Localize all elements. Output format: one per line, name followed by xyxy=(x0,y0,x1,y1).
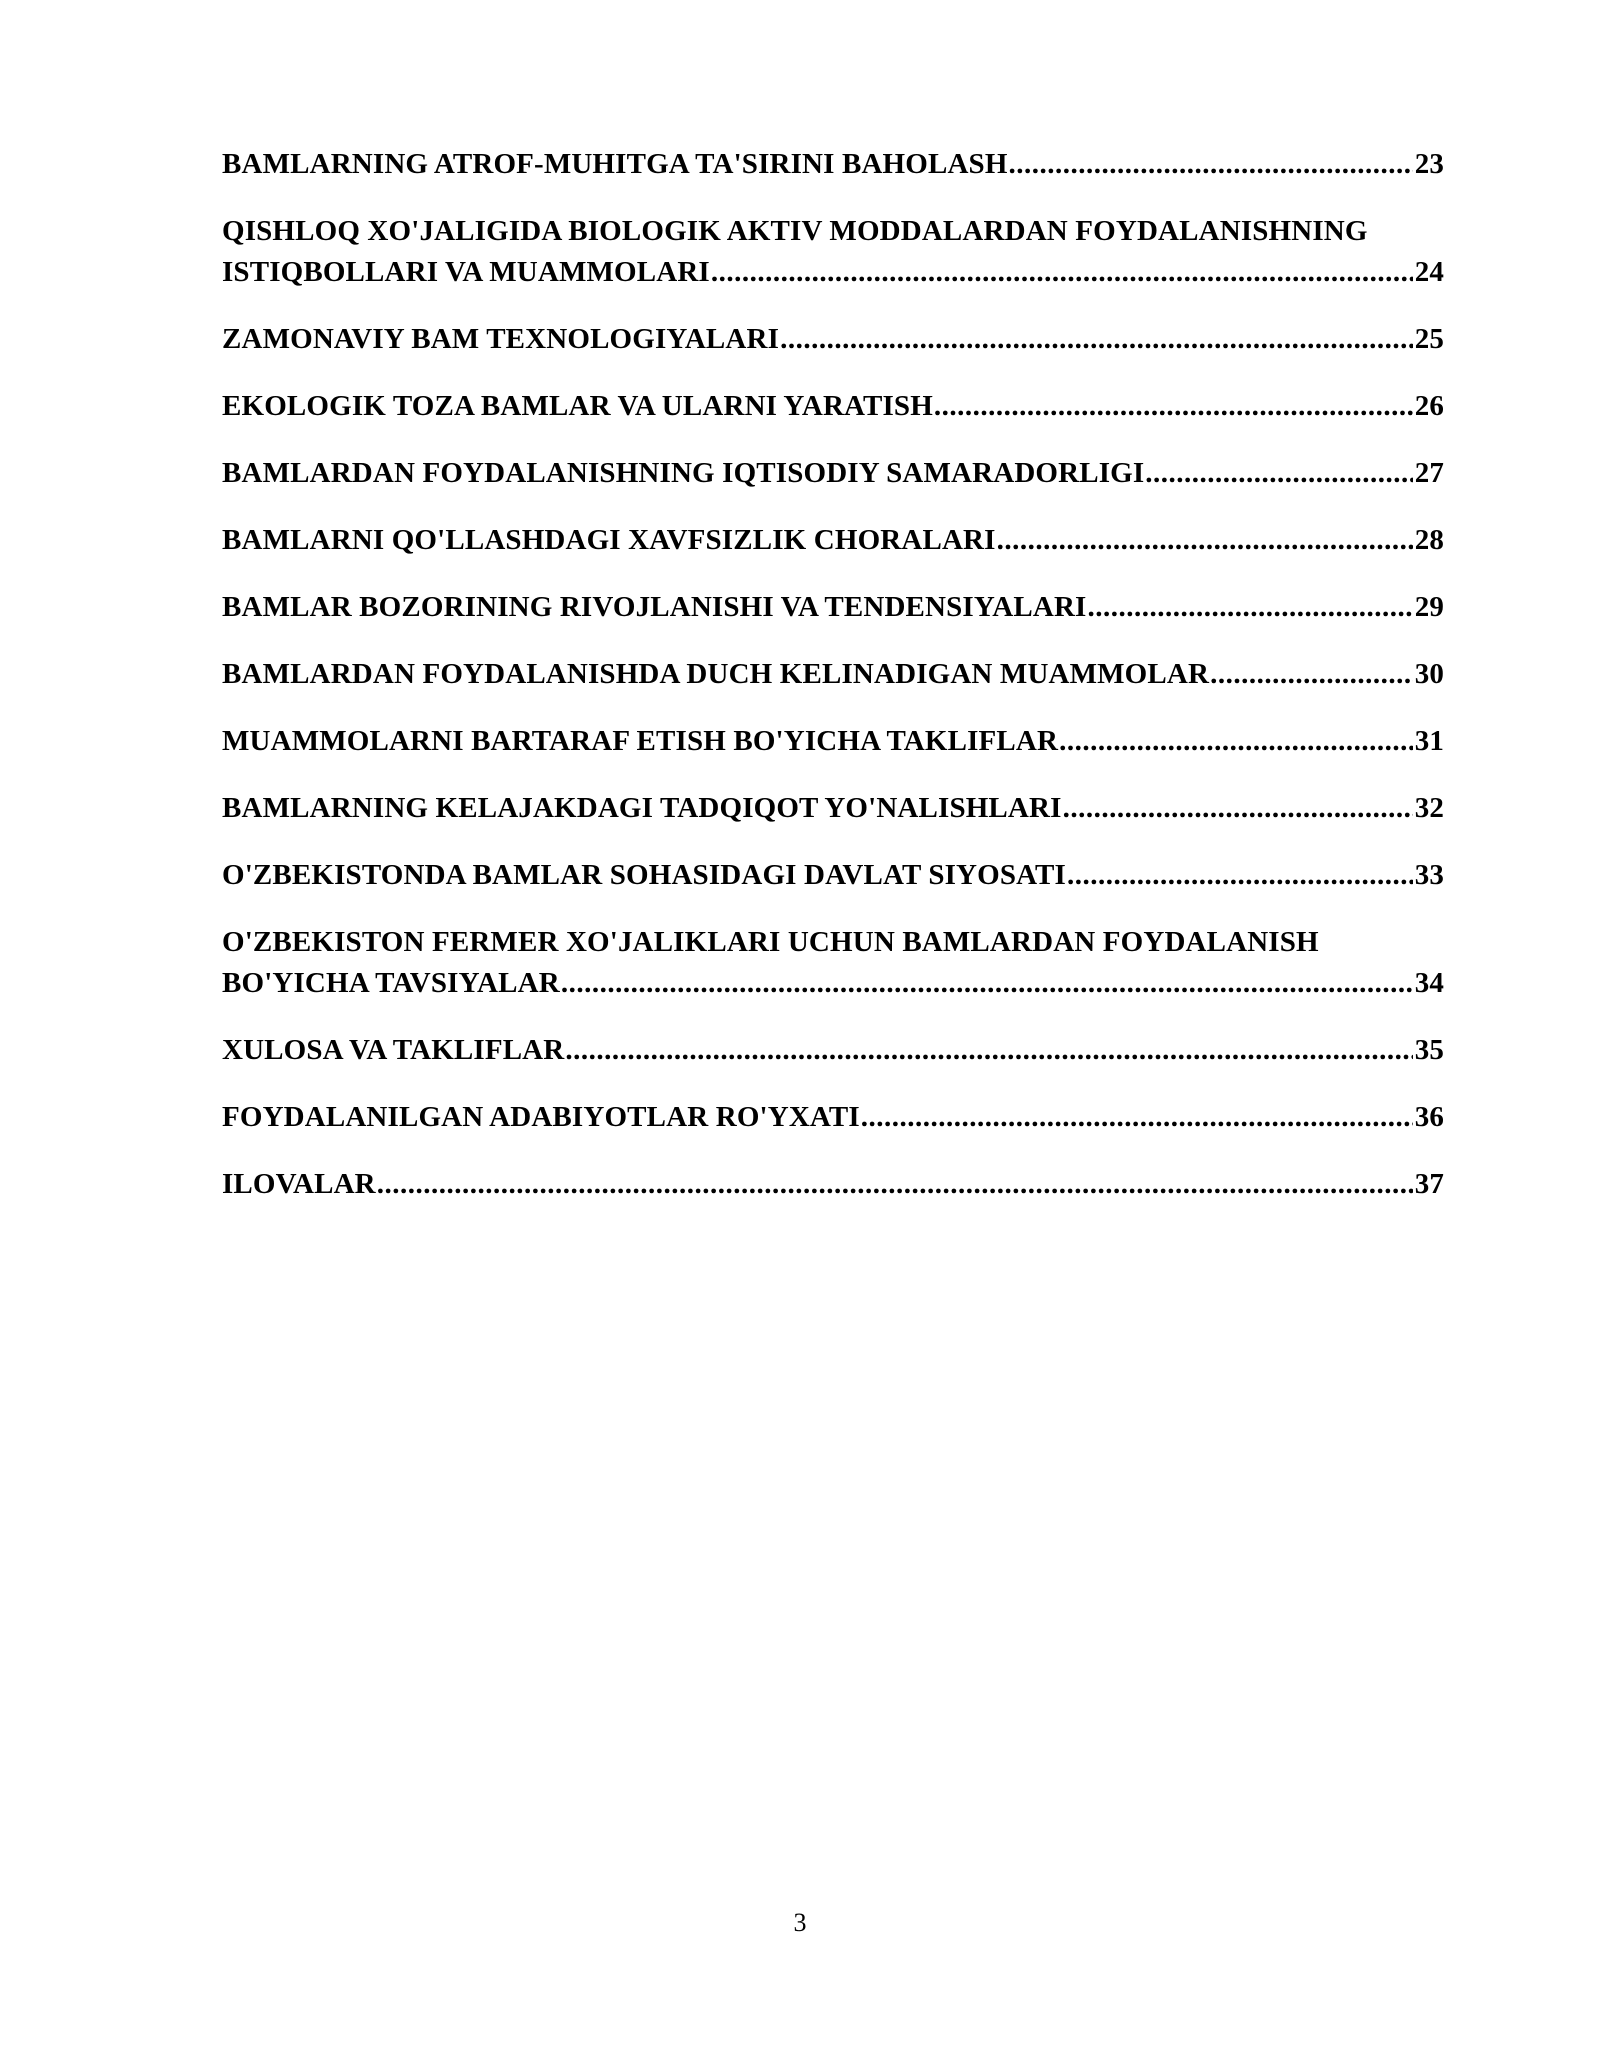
dot-leader xyxy=(1087,587,1412,628)
toc-entry-line xyxy=(222,319,1444,360)
toc-entry-line xyxy=(222,587,1444,628)
toc-entry-title: BAMLARNING KELAJAKDAGI TADQIQOT YO'NALISHLARI xyxy=(222,792,1062,824)
toc-entry[interactable] xyxy=(222,1164,1444,1205)
toc-entry-title: BAMLAR BOZORINING RIVOJLANISHI VA TENDENSIYALARI xyxy=(222,591,1087,623)
toc-entry[interactable] xyxy=(222,788,1444,829)
toc-entry-page-number: 37 xyxy=(1414,1168,1444,1200)
toc-entry[interactable] xyxy=(222,319,1444,360)
toc-entry-page-number: 34 xyxy=(1414,967,1444,999)
toc-entry-title: O'ZBEKISTON FERMER XO'JALIKLARI UCHUN BAMLARDAN FOYDALANISH xyxy=(222,926,1319,958)
toc-entry-title: BAMLARNING ATROF-MUHITGA TA'SIRINI BAHOLASH xyxy=(222,148,1008,180)
toc-entry-page-number: 32 xyxy=(1414,792,1444,824)
toc-entry-title: FOYDALANILGAN ADABIYOTLAR RO'YXATI xyxy=(222,1101,860,1133)
toc-entry-page-number: 28 xyxy=(1414,524,1444,556)
toc-entry-line xyxy=(222,721,1444,762)
toc-entry-page-number: 33 xyxy=(1414,859,1444,891)
toc-entry[interactable] xyxy=(222,587,1444,628)
toc-entry-title: ZAMONAVIY BAM TEXNOLOGIYALARI xyxy=(222,323,780,355)
toc-entry[interactable] xyxy=(222,654,1444,695)
toc-entry-title: BAMLARDAN FOYDALANISHNING IQTISODIY SAMARADORLIGI xyxy=(222,457,1145,489)
toc-entry-page-number: 27 xyxy=(1414,457,1444,489)
dot-leader xyxy=(561,963,1413,1004)
toc-entry-title: O'ZBEKISTONDA BAMLAR SOHASIDAGI DAVLAT SIYOSATI xyxy=(222,859,1066,891)
toc-entry-line xyxy=(222,1030,1444,1071)
toc-entry-title: QISHLOQ XO'JALIGIDA BIOLOGIK AKTIV MODDALARDAN FOYDALANISHNING xyxy=(222,215,1368,247)
toc-entry[interactable] xyxy=(222,855,1444,896)
page-number: 3 xyxy=(793,1908,807,1937)
dot-leader xyxy=(1009,144,1413,185)
toc-entry-page-number: 30 xyxy=(1414,658,1444,690)
toc-entry-page-number: 25 xyxy=(1414,323,1444,355)
toc-entry-title: ILOVALAR xyxy=(222,1168,376,1200)
toc-entry[interactable] xyxy=(222,144,1444,185)
toc-entry-line xyxy=(222,855,1444,896)
dot-leader xyxy=(1067,855,1413,896)
toc-entry-page-number: 23 xyxy=(1414,148,1444,180)
dot-leader xyxy=(861,1097,1413,1138)
toc-entry-title: XULOSA VA TAKLIFLAR xyxy=(222,1034,565,1066)
toc-entry[interactable] xyxy=(222,453,1444,494)
dot-leader xyxy=(711,252,1413,293)
toc-entry-title: MUAMMOLARNI BARTARAF ETISH BO'YICHA TAKLIFLAR xyxy=(222,725,1059,757)
toc-entry[interactable] xyxy=(222,520,1444,561)
dot-leader xyxy=(997,520,1413,561)
toc-entry-line xyxy=(222,520,1444,561)
dot-leader xyxy=(1210,654,1413,695)
toc-entry-title: BAMLARDAN FOYDALANISHDA DUCH KELINADIGAN MUAMMOLAR xyxy=(222,658,1210,690)
toc-entry-page-number: 24 xyxy=(1414,256,1444,288)
toc-entry-line xyxy=(222,144,1444,185)
table-of-contents xyxy=(222,144,1444,1231)
toc-entry-line xyxy=(222,1164,1444,1205)
toc-entry[interactable] xyxy=(222,1097,1444,1138)
dot-leader xyxy=(1063,788,1413,829)
toc-entry[interactable] xyxy=(222,386,1444,427)
toc-entry-line xyxy=(222,654,1444,695)
toc-entry-page-number: 31 xyxy=(1414,725,1444,757)
toc-entry[interactable] xyxy=(222,922,1444,1004)
dot-leader xyxy=(377,1164,1413,1205)
toc-entry-title: BO'YICHA TAVSIYALAR xyxy=(222,967,560,999)
toc-entry[interactable] xyxy=(222,211,1444,293)
toc-entry-title: ISTIQBOLLARI VA MUAMMOLARI xyxy=(222,256,710,288)
toc-entry-line xyxy=(222,252,1444,293)
toc-entry[interactable] xyxy=(222,721,1444,762)
dot-leader xyxy=(780,319,1413,360)
toc-entry-page-number: 35 xyxy=(1414,1034,1444,1066)
dot-leader xyxy=(934,386,1413,427)
dot-leader xyxy=(1059,721,1413,762)
toc-entry-line xyxy=(222,1097,1444,1138)
toc-entry-title: EKOLOGIK TOZA BAMLAR VA ULARNI YARATISH xyxy=(222,390,933,422)
toc-entry-line xyxy=(222,453,1444,494)
toc-entry[interactable] xyxy=(222,1030,1444,1071)
toc-entry-line xyxy=(222,963,1444,1004)
toc-entry-line xyxy=(222,386,1444,427)
dot-leader xyxy=(565,1030,1412,1071)
toc-entry-page-number: 36 xyxy=(1414,1101,1444,1133)
dot-leader xyxy=(1145,453,1412,494)
toc-entry-line xyxy=(222,788,1444,829)
toc-entry-page-number: 26 xyxy=(1414,390,1444,422)
toc-entry-page-number: 29 xyxy=(1414,591,1444,623)
toc-entry-title: BAMLARNI QO'LLASHDAGI XAVFSIZLIK CHORALARI xyxy=(222,524,996,556)
